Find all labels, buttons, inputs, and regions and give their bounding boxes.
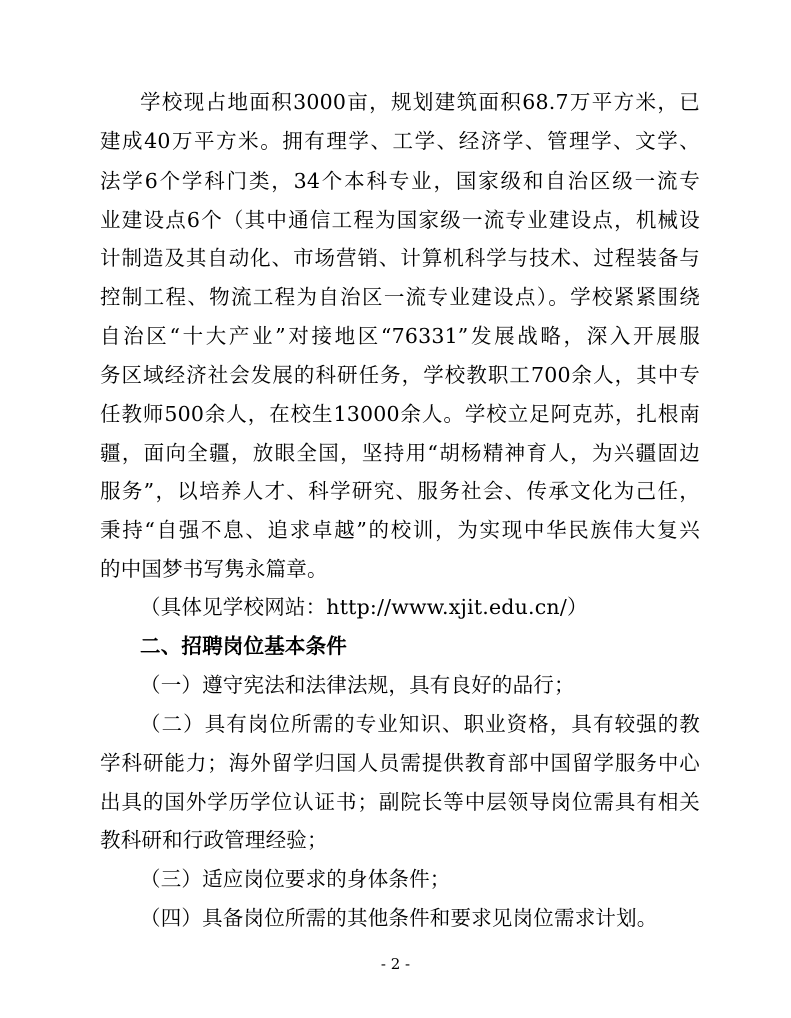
intro-line: 业建设点6个（其中通信工程为国家级一流专业建设点，机械设 (100, 208, 700, 232)
condition-4: （四）具备岗位所需的其他条件和要求见岗位需求计划。 (140, 906, 658, 930)
condition-3: （三）适应岗位要求的身体条件； (140, 867, 451, 891)
condition-1: （一）遵守宪法和法律法规，具有良好的品行； (140, 673, 575, 697)
website-note: （具体见学校网站：http://www.xjit.edu.cn/） (140, 595, 588, 619)
page-number: - 2 - (380, 955, 411, 973)
intro-line: 建成40万平方米。拥有理学、工学、经济学、管理学、文学、 (100, 129, 700, 153)
intro-line: 疆，面向全疆，放眼全国，坚持用“胡杨精神育人，为兴疆固边 (100, 441, 700, 465)
intro-line: 控制工程、物流工程为自治区一流专业建设点）。学校紧紧围绕 (100, 285, 700, 309)
intro-line: 任教师500余人，在校生13000余人。学校立足阿克苏，扎根南 (100, 402, 700, 426)
intro-line: 学校现占地面积3000亩，规划建筑面积68.7万平方米，已 (140, 90, 700, 114)
intro-line: 秉持“自强不息、追求卓越”的校训，为实现中华民族伟大复兴 (100, 518, 700, 542)
section-heading: 二、招聘岗位基本条件 (140, 634, 347, 658)
intro-line: 自治区“十大产业”对接地区“76331”发展战略，深入开展服 (100, 324, 700, 348)
intro-line: 计制造及其自动化、市场营销、计算机科学与技术、过程装备与 (100, 246, 700, 270)
intro-line: 法学6个学科门类，34个本科专业，国家级和自治区级一流专 (100, 169, 700, 193)
condition-2-line: 出具的国外学历学位认证书；副院长等中层领导岗位需具有相关 (100, 790, 700, 814)
intro-line: 服务”，以培养人才、科学研究、服务社会、传承文化为己任， (100, 479, 700, 503)
condition-2-line: 教科研和行政管理经验； (100, 828, 328, 852)
condition-2-line: （二）具有岗位所需的专业知识、职业资格，具有较强的教 (140, 712, 700, 736)
condition-2-line: 学科研能力；海外留学归国人员需提供教育部中国留学服务中心 (100, 751, 700, 775)
intro-line: 的中国梦书写隽永篇章。 (100, 557, 328, 581)
intro-line: 务区域经济社会发展的科研任务，学校教职工700余人，其中专 (100, 363, 700, 387)
